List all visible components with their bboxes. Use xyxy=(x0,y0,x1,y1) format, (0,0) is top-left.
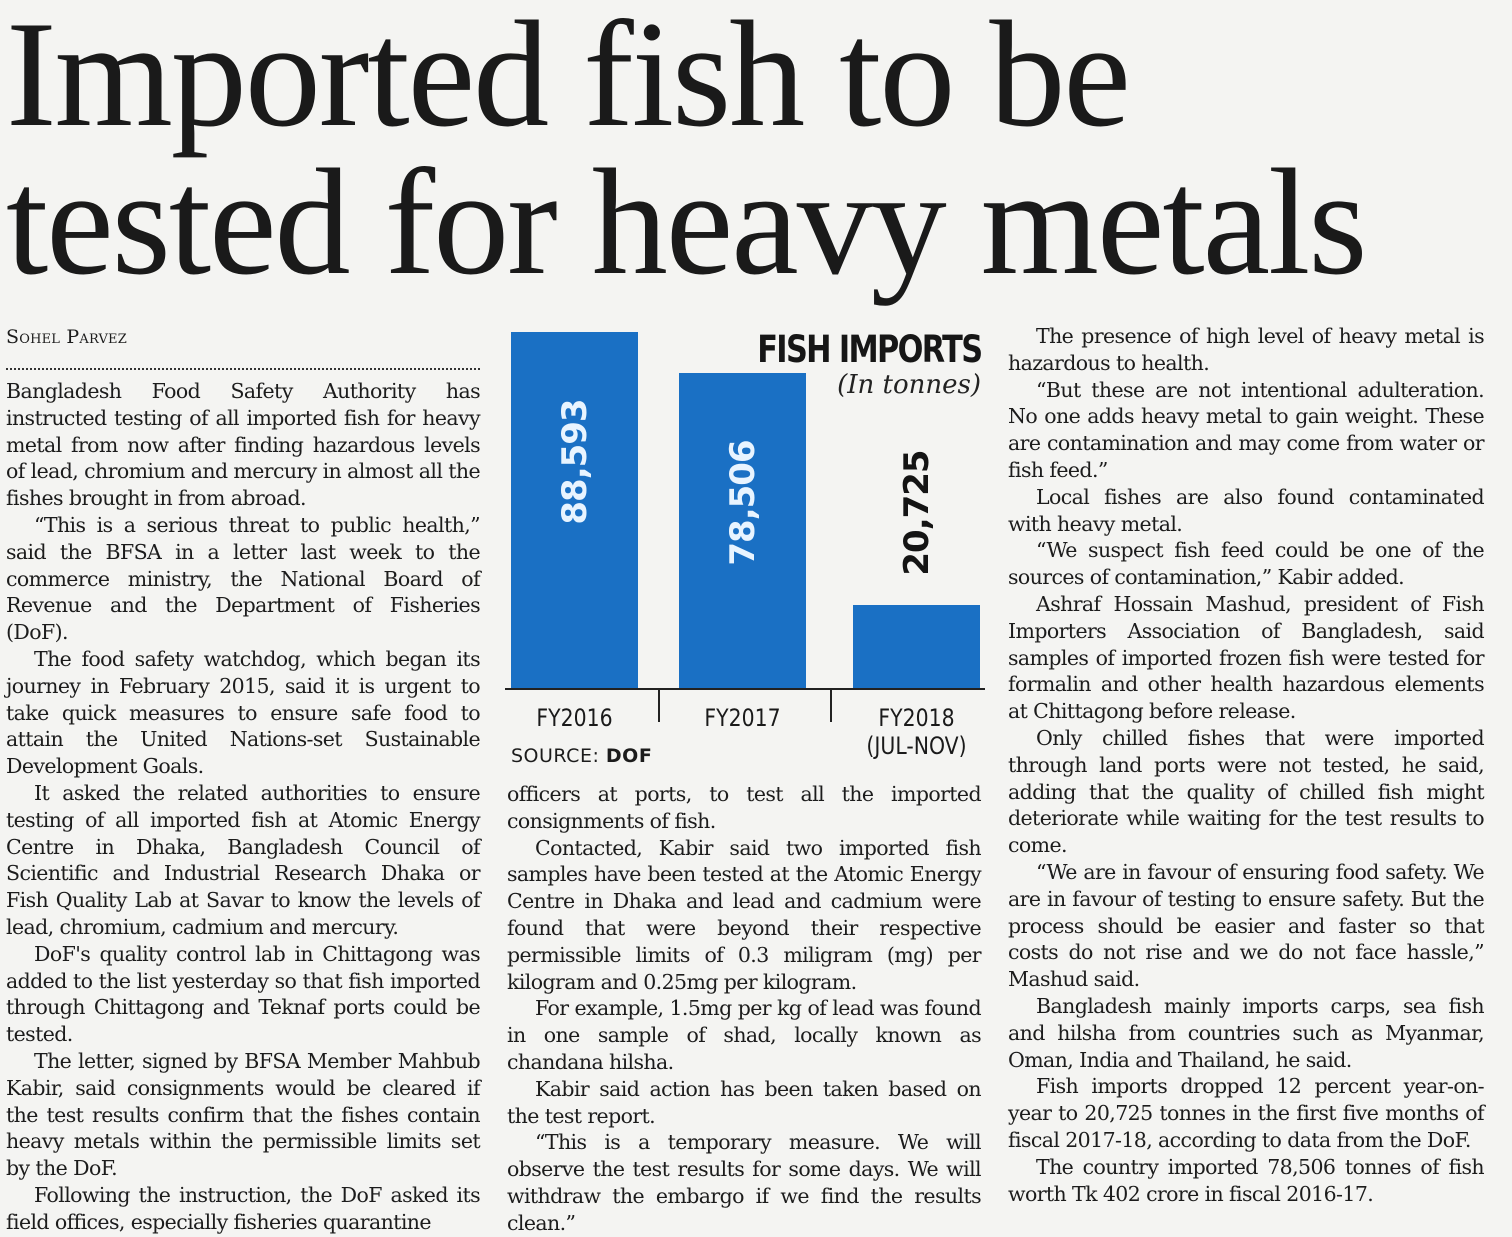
bar-value-label-1: 78,506 xyxy=(722,440,763,566)
fish-imports-chart xyxy=(505,326,985,771)
chart-subtitle: (In tonnes) xyxy=(837,370,981,400)
axis-separator-1 xyxy=(830,688,832,722)
paragraph: The letter, signed by BFSA Member Mahbub Kabir, said consignments would be cleared if the test results confirm that the fishes contain heavy metals within the permissible limits set by the DoF. xyxy=(6,1048,480,1181)
bar-2 xyxy=(853,605,980,688)
bar-value-label-0: 88,593 xyxy=(554,399,595,525)
axis-separator-0 xyxy=(658,688,660,722)
byline: Sohel Parvez xyxy=(6,326,127,348)
headline-line-2: tested for heavy metals xyxy=(6,138,1366,306)
category-label-2 xyxy=(846,704,988,760)
category-label-line: FY2018 xyxy=(878,704,955,732)
paragraph: “We are in favour of ensuring food safety. We are in favour of testing to ensure safety. But the process should be easier and faster so that costs do not rise and we do not face hassle,” Mashud said. xyxy=(1008,859,1484,992)
paragraph: “We suspect fish feed could be one of the sources of contamination,” Kabir added. xyxy=(1008,538,1484,590)
headline-line-1: Imported fish to be xyxy=(6,0,1129,158)
category-label-line: FY2017 xyxy=(704,704,781,732)
headline xyxy=(6,0,1506,306)
paragraph: Contacted, Kabir said two imported fish samples have been tested at the Atomic Energy Centre in Dhaka and lead and cadmium were found that were beyond their respective permissible limits of 0.3 miligram (mg) per kilogram and 0.25mg per kilogram. xyxy=(507,835,981,994)
paragraph: officers at ports, to test all the imported consignments of fish. xyxy=(507,782,981,833)
paragraph: Following the instruction, the DoF asked its field offices, especially fisheries quarantine xyxy=(6,1182,480,1234)
x-axis xyxy=(505,688,985,690)
paragraph: The presence of high level of heavy metal is hazardous to health. xyxy=(1008,324,1484,375)
paragraph: Bangladesh mainly imports carps, sea fish and hilsha from countries such as Myanmar, Oman, India and Thailand, he said. xyxy=(1008,993,1484,1072)
paragraph: Fish imports dropped 12 percent year-on-year to 20,725 tonnes in the first five months of fiscal 2017-18, according to data from the DoF. xyxy=(1008,1074,1484,1152)
paragraph: “But these are not intentional adulteration. No one adds heavy metal to gain weight. These are contamination and may come from water or fish feed.” xyxy=(1008,377,1484,482)
article-column-1 xyxy=(6,378,480,1236)
paragraph: DoF's quality control lab in Chittagong was added to the list yesterday so that fish imported through Chittagong and Teknaf ports could be tested. xyxy=(6,941,480,1047)
paragraph: “This is a temporary measure. We will observe the test results for some days. We will withdraw the embargo if we find the results clean.” xyxy=(507,1130,981,1235)
chart-title: FISH IMPORTS xyxy=(756,328,981,371)
category-label-line: (JUL-NOV) xyxy=(866,732,967,760)
category-label-line: FY2016 xyxy=(536,704,613,732)
article-column-2 xyxy=(507,781,981,1237)
paragraph: Kabir said action has been taken based on the test report. xyxy=(507,1076,981,1128)
byline-divider xyxy=(6,368,480,370)
paragraph: The country imported 78,506 tonnes of fish worth Tk 402 crore in fiscal 2016-17. xyxy=(1008,1154,1484,1206)
paragraph: Bangladesh Food Safety Authority has instructed testing of all imported fish for heavy metal from now after finding hazardous levels of lead, chromium and mercury in almost all the fishes brought in from abroad. xyxy=(6,379,480,511)
chart-source xyxy=(511,745,652,767)
paragraph: It asked the related authorities to ensure testing of all imported fish at Atomic Energy Centre in Dhaka, Bangladesh Council of Scientific and Industrial Research Dhaka or Fish Quality Lab at Savar to know the levels of lead, chromium, cadmium and mercury. xyxy=(6,780,480,939)
article-column-3 xyxy=(1008,323,1484,1207)
source-name: DOF xyxy=(605,745,653,767)
paragraph: The food safety watchdog, which began its journey in February 2015, said it is urgent to take quick measures to ensure safe food to attain the United Nations-set Sustainable Development Goals. xyxy=(6,646,480,779)
bar-value-label-2: 20,725 xyxy=(896,450,937,576)
paragraph: For example, 1.5mg per kg of lead was found in one sample of shad, locally known as chandana hilsha. xyxy=(507,996,981,1074)
paragraph: Ashraf Hossain Mashud, president of Fish Importers Association of Bangladesh, said samples of imported frozen fish were tested for formalin and other health hazardous elements at Chittagong before release. xyxy=(1008,591,1484,724)
paragraph: Local fishes are also found contaminated with heavy metal. xyxy=(1008,484,1484,536)
source-label: SOURCE: xyxy=(511,745,600,767)
category-label-1 xyxy=(672,704,814,732)
category-label-0 xyxy=(504,704,646,732)
paragraph: “This is a serious threat to public health,” said the BFSA in a letter last week to the commerce ministry, the National Board of Revenue and the Department of Fisheries (DoF). xyxy=(6,512,480,645)
paragraph: Only chilled fishes that were imported through land ports were not tested, he said, adding that the quality of chilled fish might deteriorate while waiting for the test results to come. xyxy=(1008,725,1484,858)
